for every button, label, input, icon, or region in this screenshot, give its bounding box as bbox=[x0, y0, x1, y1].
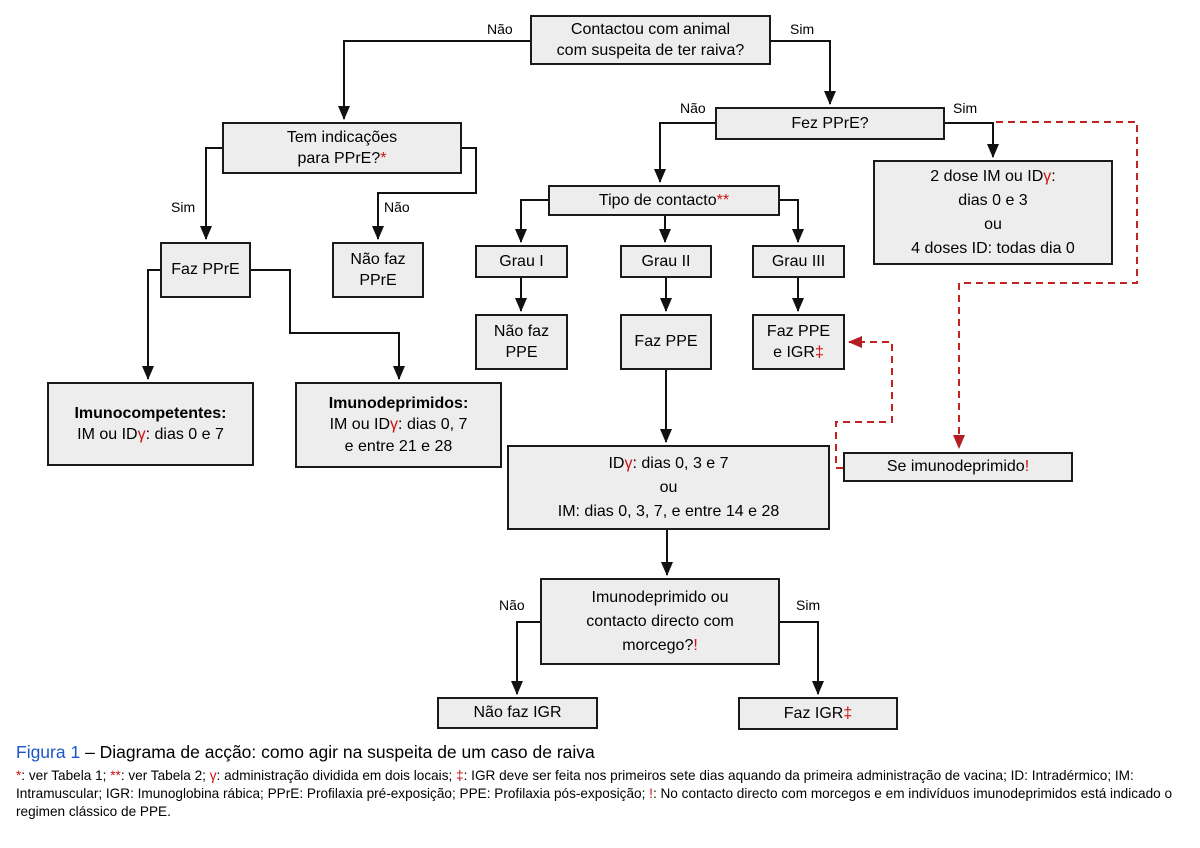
node-grau-3: Grau III bbox=[752, 245, 845, 278]
edge-label-fez-sim: Sim bbox=[953, 100, 978, 116]
edge-label-q-nao: Não bbox=[499, 597, 525, 613]
node-imunodeprimidos: Imunodeprimidos: IM ou IDγ: dias 0, 7 e entre 21 e 28 bbox=[295, 382, 502, 468]
edge-fez-sim bbox=[945, 123, 993, 157]
edge-label-top-nao: Não bbox=[487, 21, 513, 37]
edge-q-nao bbox=[517, 622, 540, 694]
node-imunodeprimido-morcego-question: Imunodeprimido ou contacto directo com morcego?! bbox=[540, 578, 780, 665]
edge-q-sim bbox=[780, 622, 818, 694]
figure-footnotes: *: ver Tabela 1; **: ver Tabela 2; γ: administração dividida em dois locais; ‡: IGR deve ser feita nos primeiros sete dias aquando da primeira administração de vacina; ID: Intradérmico; IM: Intramuscular; IGR: Imunoglobina rábica; PPrE: Profilaxia pré-exposição; PPE: Profilaxia pós-exposição; !: No contacto directo com morcegos e em indivíduos imunodeprimidos está indicado o regimen clássico de PPE. bbox=[16, 768, 1173, 820]
edge-fez-nao bbox=[660, 123, 715, 182]
edge-label-q-sim: Sim bbox=[796, 597, 821, 613]
node-faz-ppre: Faz PPrE bbox=[160, 242, 251, 298]
node-faz-ppe-e-igr: Faz PPE e IGR‡ bbox=[752, 314, 845, 370]
node-faz-igr: Faz IGR‡ bbox=[738, 697, 898, 730]
node-nao-faz-igr: Não faz IGR bbox=[437, 697, 598, 729]
figure-caption: Figura 1 – Diagrama de acção: como agir na suspeita de um caso de raiva bbox=[16, 742, 595, 762]
edge-fazppre-imunocompetentes bbox=[148, 270, 160, 379]
edge-label-fez-nao: Não bbox=[680, 100, 706, 116]
node-tem-indicacoes-ppre: Tem indicações para PPrE?* bbox=[222, 122, 462, 174]
node-fez-ppre-question: Fez PPrE? bbox=[715, 107, 945, 140]
node-contactou-animal-question: Contactou com animal com suspeita de ter raiva? bbox=[530, 15, 771, 65]
node-faz-ppe: Faz PPE bbox=[620, 314, 712, 370]
node-2-doses-regimen: 2 dose IM ou IDγ: dias 0 e 3 ou 4 doses ID: todas dia 0 bbox=[873, 160, 1113, 265]
edge-tipo-grau3 bbox=[780, 200, 798, 242]
node-id-im-regimen: IDγ: dias 0, 3 e 7 ou IM: dias 0, 3, 7, e entre 14 e 28 bbox=[507, 445, 830, 530]
edge-top-nao bbox=[344, 41, 530, 119]
node-imunocompetentes: Imunocompetentes: IM ou IDγ: dias 0 e 7 bbox=[47, 382, 254, 466]
edge-label-top-sim: Sim bbox=[790, 21, 815, 37]
node-nao-faz-ppe: Não faz PPE bbox=[475, 314, 568, 370]
edge-label-tem-sim: Sim bbox=[171, 199, 196, 215]
edge-tem-sim bbox=[206, 148, 222, 239]
edge-label-tem-nao: Não bbox=[384, 199, 410, 215]
node-grau-2: Grau II bbox=[620, 245, 712, 278]
edge-top-sim bbox=[770, 41, 830, 104]
node-grau-1: Grau I bbox=[475, 245, 568, 278]
edge-tipo-grau1 bbox=[521, 200, 548, 242]
node-nao-faz-ppre: Não faz PPrE bbox=[332, 242, 424, 298]
node-se-imunodeprimido: Se imunodeprimido! bbox=[843, 452, 1073, 482]
node-tipo-de-contacto: Tipo de contacto** bbox=[548, 185, 780, 216]
